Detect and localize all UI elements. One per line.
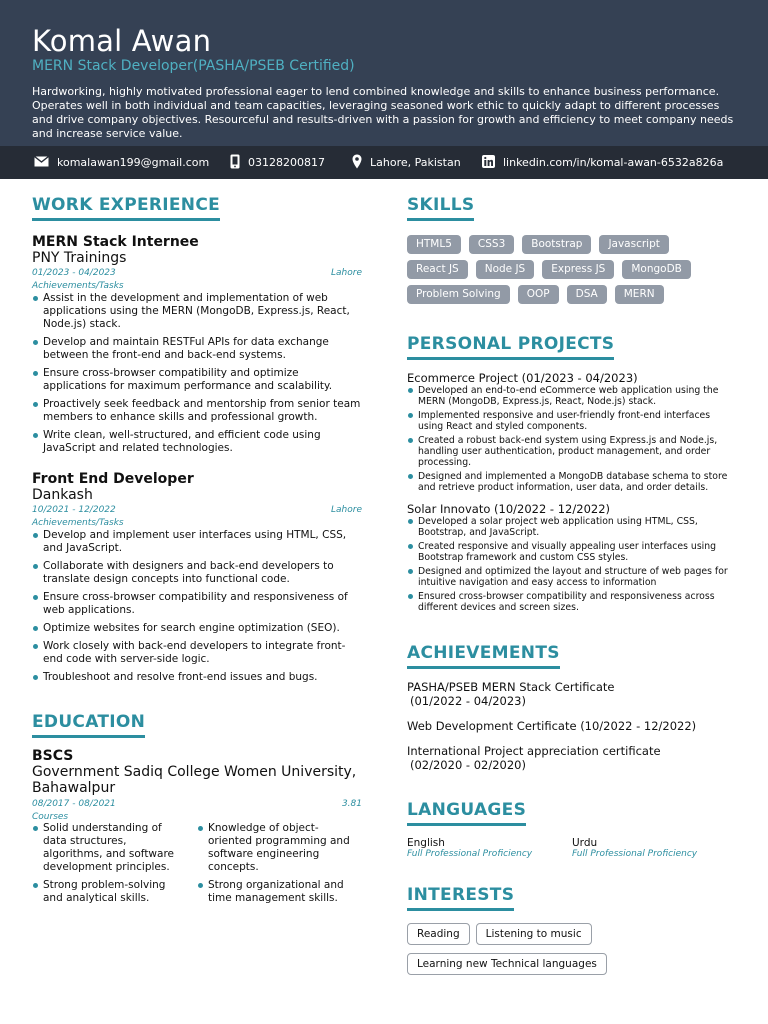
linkedin-text: linkedin.com/in/komal-awan-6532a826a [503,156,724,169]
job-title: Front End Developer [32,471,194,487]
education-gpa: 3.81 [341,799,362,809]
languages-section [407,800,737,859]
language-level: Full Professional Proficiency [407,849,533,859]
list-item: Designed and optimized the layout and structure of web pages for intuitive navigation and easy access to information [407,566,737,588]
job-bullets [32,292,362,455]
job-dates: 01/2023 - 04/2023 [32,268,116,278]
job-bullets [32,529,362,684]
job-entry [32,471,362,684]
job-title: MERN Stack Internee [32,234,199,250]
work-experience-heading: WORK EXPERIENCE [32,195,220,221]
achievement-dates: (02/2020 - 02/2020) [410,758,526,772]
project-title: Solar Innovato (10/2022 - 12/2022) [407,502,611,516]
list-item: Ensure cross-browser compatibility and optimize applications for maximum performance and scalability. [32,367,362,393]
list-item: Assist in the development and implementation of web applications using the MERN (MongoDB, Express.js, React, Node.js) stack. [32,292,362,331]
list-item: Created responsive and visually appealing user interfaces using Bootstrap framework and custom CSS styles. [407,541,737,563]
phone-text: 03128200817 [248,156,325,169]
job-entry [32,234,362,455]
list-item: Knowledge of object-oriented programming and software engineering concepts. [197,822,362,874]
list-item: Develop and implement user interfaces using HTML, CSS, and JavaScript. [32,529,362,555]
skill-chip: DSA [567,285,607,304]
projects-section [407,334,737,613]
tasks-label: Achievements/Tasks [32,281,124,291]
interests-heading: INTERESTS [407,885,514,911]
skill-chip: MongoDB [622,260,691,279]
list-item: Develop and maintain RESTFul APIs for data exchange between the front-end and back-end systems. [32,336,362,362]
courses-label: Courses [32,812,69,822]
skill-chip: Express JS [542,260,614,279]
resume-header [0,0,768,146]
skill-chip: HTML5 [407,235,461,254]
skill-chip: MERN [615,285,664,304]
interests-section [407,885,737,975]
achievements-section [407,643,737,772]
school: Government Sadiq College Women University, Bahawalpur [32,764,357,796]
education-heading: EDUCATION [32,712,145,738]
list-item: Troubleshoot and resolve front-end issues and bugs. [32,671,362,684]
project-bullets [407,385,737,493]
skill-chip: React JS [407,260,468,279]
job-meta [32,505,362,515]
languages-heading: LANGUAGES [407,800,526,826]
interest-chip: Listening to music [476,923,592,945]
skill-chip: Node JS [476,260,535,279]
list-item: Write clean, well-structured, and efficient code using JavaScript and related technologies. [32,429,362,455]
job-company: Dankash [32,487,93,503]
contact-linkedin[interactable] [482,154,723,171]
job-meta [32,268,362,278]
language-item [407,837,572,859]
map-pin-icon [352,154,362,172]
list-item: Implemented responsive and user-friendly front-end interfaces using React and styled components. [407,410,737,432]
language-item [572,837,737,859]
contact-phone[interactable] [230,154,325,171]
list-item: Created a robust back-end system using Express.js and Node.js, handling user authentication, product management, and order processing. [407,435,737,468]
achievement-item [407,744,737,772]
list-item: Developed a solar project web application using HTML, CSS, Bootstrap, and JavaScript. [407,516,737,538]
list-item: Work closely with back-end developers to integrate front-end code with server-side logic. [32,640,362,666]
contact-email[interactable] [34,154,209,171]
candidate-role: MERN Stack Developer(PASHA/PSEB Certified) [32,58,355,74]
list-item: Ensured cross-browser compatibility and responsiveness across different devices and screen sizes. [407,591,737,613]
envelope-icon [34,156,49,170]
email-text: komalawan199@gmail.com [57,156,210,169]
skills-list [407,235,727,304]
language-name: Urdu [572,837,598,849]
degree: BSCS [32,748,74,764]
right-column [407,195,737,975]
list-item: Solid understanding of data structures, algorithms, and software development principles. [32,822,197,874]
achievement-item [407,719,737,733]
projects-heading: PERSONAL PROJECTS [407,334,614,360]
phone-icon [230,154,240,172]
list-item: Proactively seek feedback and mentorship from senior team members to enhance skills and professional growth. [32,398,362,424]
interests-list [407,923,687,975]
project-title: Ecommerce Project (01/2023 - 04/2023) [407,371,638,385]
location-text: Lahore, Pakistan [370,156,461,169]
skill-chip: Javascript [599,235,668,254]
language-name: English [407,837,445,849]
achievement-dates: (01/2022 - 04/2023) [410,694,526,708]
education-meta [32,799,362,809]
interest-chip: Learning new Technical languages [407,953,607,975]
achievement-item [407,680,737,708]
list-item: Optimize websites for search engine optimization (SEO). [32,622,362,635]
list-item: Collaborate with designers and back-end developers to translate design concepts into functional code. [32,560,362,586]
list-item: Designed and implemented a MongoDB database schema to store and retrieve product information, user data, and order details. [407,471,737,493]
left-column [32,195,362,905]
contact-bar [0,146,768,179]
courses-list [32,822,362,905]
linkedin-icon [482,155,495,171]
skill-chip: CSS3 [469,235,514,254]
education-section [32,712,362,905]
skill-chip: Problem Solving [407,285,510,304]
skill-chip: OOP [518,285,559,304]
contact-location [352,154,461,171]
interest-chip: Reading [407,923,470,945]
project-bullets [407,516,737,613]
achievement-name: International Project appreciation certificate [407,744,661,758]
list-item: Strong organizational and time management skills. [197,879,362,905]
achievements-heading: ACHIEVEMENTS [407,643,560,669]
list-item: Strong problem-solving and analytical skills. [32,879,197,905]
language-level: Full Professional Proficiency [572,849,698,859]
skill-chip: Bootstrap [522,235,591,254]
job-location: Lahore [331,268,362,278]
languages-list [407,837,737,859]
profile-summary: Hardworking, highly motivated professional eager to lend combined knowledge and skills to enhance business performance. Operates well in both individual and team capacities, leveraging seasoned work ethic to quickly adapt to different processes and drive company objectives. Resourceful and results-driven with a passion for growth and efficiency to meet company needs and increase service value. [32,85,734,140]
tasks-label: Achievements/Tasks [32,518,124,528]
job-company: PNY Trainings [32,250,127,266]
job-location: Lahore [331,505,362,515]
candidate-name: Komal Awan [32,24,212,58]
job-dates: 10/2021 - 12/2022 [32,505,116,515]
achievement-name: PASHA/PSEB MERN Stack Certificate [407,680,615,694]
education-dates: 08/2017 - 08/2021 [32,799,116,809]
achievement-name: Web Development Certificate (10/2022 - 12/2022) [407,719,697,733]
list-item: Ensure cross-browser compatibility and responsiveness of web applications. [32,591,362,617]
list-item: Developed an end-to-end eCommerce web application using the MERN (MongoDB, Express.js, React, Node.js) stack. [407,385,737,407]
skills-heading: SKILLS [407,195,474,221]
